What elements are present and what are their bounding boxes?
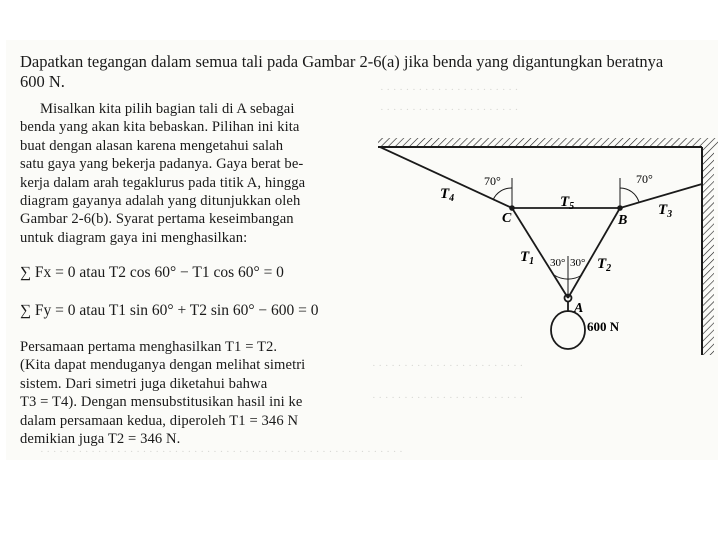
label-angle-right: 70° [636, 172, 653, 186]
rope-diagram [368, 138, 718, 358]
angle-arc-c [493, 188, 512, 200]
label-angle-a-left: 30° [550, 257, 566, 269]
rope-t2 [568, 208, 620, 298]
paragraph-line: kerja dalam arah tegaklurus pada titik A, hingga [20, 174, 306, 191]
equation-sum-fx: ∑ Fx = 0 atau T2 cos 60° − T1 cos 60° = 0 [20, 264, 284, 281]
paragraph-line: Persamaan pertama menghasilkan T1 = T2. [20, 339, 278, 355]
problem-line-1: Dapatkan tegangan dalam semua tali pada Gambar 2-6(a) jika benda yang digantungkan beratnya [20, 52, 664, 71]
ceiling-hatch [378, 138, 718, 147]
label-angle-a-right: 30° [570, 257, 586, 269]
equation-sum-fy: ∑ Fy = 0 atau T1 sin 60° + T2 sin 60° − 600 = 0 [20, 302, 319, 319]
bleed-through-text: · · · · · · · · · · · · · · · · · · · · · · · · [372, 392, 524, 404]
paragraph-line: satu gaya yang bekerja padanya. Gaya berat be- [20, 156, 304, 173]
paragraph-line: benda yang akan kita bebaskan. Pilihan ini kita [20, 119, 300, 136]
label-angle-left: 70° [484, 174, 501, 188]
label-t3: $T_3$ [658, 202, 673, 220]
paragraph-line: buat dengan alasan karena mengetahui salah [20, 137, 284, 154]
paragraph-line: T3 = T4). Dengan mensubstitusikan hasil ini ke [20, 394, 303, 411]
paragraph-line: dalam persamaan kedua, diperoleh T1 = 346 N [20, 412, 299, 429]
bleed-through-text: · · · · · · · · · · · · · · · · · · · · · · · · · · · · · · · · · · · · · · · · · · · · · · · · · · · · · · · · · [40, 446, 403, 458]
paragraph-line: diagram gayanya adalah yang ditunjukkan oleh [20, 193, 301, 210]
paragraph-line: (Kita dapat menduganya dengan melihat simetri [20, 357, 306, 374]
solution-paragraph-2 [20, 338, 360, 448]
problem-line-2: 600 N. [20, 72, 65, 91]
angle-arc-b [620, 188, 639, 202]
problem-statement [20, 52, 720, 92]
label-t5: $T_5$ [560, 194, 575, 212]
paragraph-line: sistem. Dari simetri juga diketahui bahwa [20, 375, 268, 392]
label-point-c: C [502, 211, 512, 226]
label-weight: 600 N [587, 319, 620, 334]
bleed-through-text: · · · · · · · · · · · · · · · · · · · · · · [380, 84, 519, 96]
bleed-through-text: · · · · · · · · · · · · · · · · · · · · · · · · [372, 360, 524, 372]
paragraph-line: untuk diagram gaya ini menghasilkan: [20, 229, 248, 246]
paragraph-line: Gambar 2-6(b). Syarat pertama keseimbangan [20, 211, 294, 228]
bleed-through-text: · · · · · · · · · · · · · · · · · · · · · · [380, 104, 519, 116]
hanging-weight [551, 311, 585, 349]
label-point-a: A [574, 301, 584, 316]
wall-hatch [702, 147, 714, 355]
label-point-b: B [618, 213, 628, 228]
label-t4: $T_4$ [440, 186, 455, 204]
solution-paragraph-1 [20, 100, 360, 247]
paragraph-line: Misalkan kita pilih bagian tali di A sebagai [40, 101, 295, 117]
label-t1: $T_1$ [520, 249, 535, 267]
label-t2: $T_2$ [597, 256, 612, 274]
paragraph-line: demikian juga T2 = 346 N. [20, 431, 181, 448]
